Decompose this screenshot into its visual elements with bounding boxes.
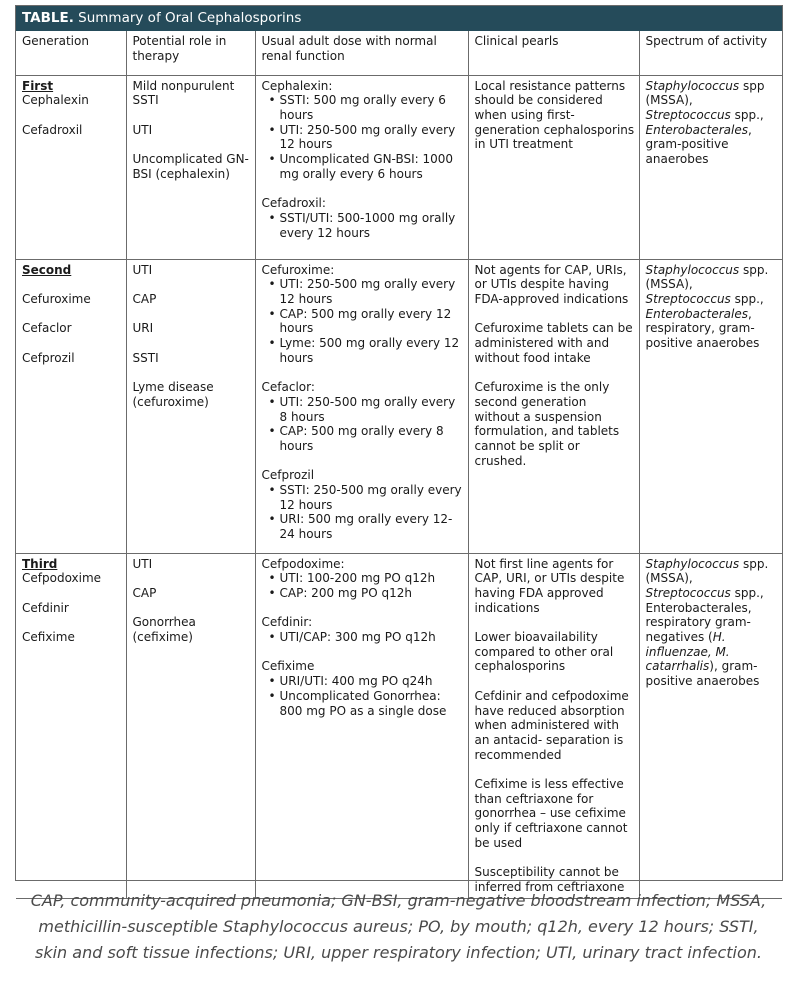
dose-cell [255, 75, 468, 259]
dose-item: • UTI: 250-500 mg orally every 8 hours [280, 395, 464, 424]
dose-item: • SSTI/UTI: 500-1000 mg orally every 12 hours [280, 211, 464, 240]
dose-list [262, 674, 464, 718]
dose-item: • UTI: 250-500 mg orally every 12 hours [280, 123, 464, 152]
generation-cell [16, 553, 126, 898]
dose-item: • UTI/CAP: 300 mg PO q12h [280, 630, 464, 645]
drug-name: Cefixime [22, 629, 75, 644]
dose-drug-heading: Cefadroxil: [261, 196, 326, 211]
dose-list [262, 630, 464, 645]
column-header: Generation [16, 31, 126, 75]
table-row [16, 75, 782, 259]
clinical-pearl: Susceptibility cannot be inferred from ceftriaxone [474, 865, 625, 894]
drug-name: Cefaclor [22, 321, 72, 336]
dose-item: • UTI: 250-500 mg orally every 12 hours [280, 277, 464, 306]
dose-drug-heading: Cefixime [261, 659, 315, 674]
dose-drug-heading: Cefdinir: [261, 615, 313, 630]
dose-item: • Lyme: 500 mg orally every 12 hours [280, 336, 464, 365]
dose-item: • CAP: 200 mg PO q12h [280, 586, 464, 601]
column-header: Clinical pearls [468, 31, 639, 75]
spectrum-text: Staphylococcus spp (MSSA), Streptococcus spp., Enterobacterales, gram-positive anaerobes [645, 78, 765, 167]
dose-drug-heading: Cefprozil [261, 468, 315, 483]
generation-name: First [22, 78, 54, 93]
cephalosporin-table [15, 5, 783, 894]
dose-drug-heading: Cefaclor: [261, 380, 315, 395]
caption-line: methicillin-susceptible Staphylococcus aureus; PO, by mouth; q12h, every 12 hours; SSTI, [38, 917, 759, 936]
role-item: CAP [132, 585, 157, 600]
role-cell [126, 259, 255, 553]
table-title-prefix: TABLE. [22, 10, 74, 26]
clinical-pearl: Cefixime is less effective than ceftriaxone for gonorrhea – use cefixime only if ceftriaxone cannot be used [474, 777, 628, 850]
generation-cell [16, 75, 126, 259]
clinical-pearl: Cefuroxime tablets can be administered with and without food intake [474, 321, 633, 365]
clinical-pearl: Lower bioavailability compared to other oral cephalosporins [474, 630, 614, 674]
role-item: CAP [132, 291, 157, 306]
drug-name: Cefprozil [22, 350, 75, 365]
clinical-pearl: Cefdinir and cefpodoxime have reduced absorption when administered with an antacid- separation is recommended [474, 688, 629, 762]
clinical-pearl: Local resistance patterns should be considered when using first-generation cephalosporins in UTI treatment [474, 78, 635, 152]
generation-name: Second [22, 262, 72, 277]
dose-list [262, 93, 464, 181]
drug-name: Cefdinir [22, 600, 69, 615]
clinical-pearl: Not first line agents for CAP, URI, or UTIs despite having FDA approved indications [474, 556, 625, 615]
clinical-pearl: Cefuroxime is the only second generation without a suspension formulation, and tablets cannot be split or crushed. [474, 380, 620, 468]
role-item: Uncomplicated GN-BSI (cephalexin) [132, 151, 249, 181]
role-item: Lyme disease (cefuroxime) [132, 380, 214, 409]
dose-item: • Uncomplicated Gonorrhea: 800 mg PO as a single dose [280, 689, 464, 718]
dose-list [262, 277, 464, 365]
role-cell [126, 553, 255, 898]
pearls-cell [468, 259, 639, 553]
column-header: Potential role in therapy [126, 31, 255, 75]
drug-name: Cefuroxime [22, 291, 91, 306]
role-item: UTI [132, 122, 153, 137]
dose-list [262, 571, 464, 600]
role-item: SSTI [132, 350, 159, 365]
spectrum-text: Staphylococcus spp. (MSSA), Streptococcus spp., Enterobacterales, respiratory gram-negatives (H. influenzae, M. catarrhalis), gram-positive anaerobes [645, 556, 769, 689]
role-item: UTI [132, 556, 153, 571]
dose-item: • Uncomplicated GN-BSI: 1000 mg orally every 6 hours [280, 152, 464, 181]
dose-item: • UTI: 100-200 mg PO q12h [280, 571, 464, 586]
dose-cell [255, 553, 468, 898]
dose-drug-heading: Cephalexin: [261, 78, 333, 93]
dose-cell [255, 259, 468, 553]
column-header: Spectrum of activity [639, 31, 782, 75]
dose-item: • SSTI: 500 mg orally every 6 hours [280, 93, 464, 122]
table-title-text: Summary of Oral Cephalosporins [73, 10, 302, 26]
drug-name: Cephalexin [22, 93, 89, 108]
drug-name: Cefpodoxime [22, 571, 102, 586]
role-item: URI [132, 321, 154, 336]
dose-drug-heading: Cefpodoxime: [261, 556, 345, 571]
dose-item: • URI/UTI: 400 mg PO q24h [280, 674, 464, 689]
dose-item: • CAP: 500 mg orally every 12 hours [280, 307, 464, 336]
clinical-pearl: Not agents for CAP, URIs, or UTIs despite having FDA-approved indications [474, 262, 629, 306]
table-row [16, 553, 782, 898]
pearls-cell [468, 75, 639, 259]
role-item: Mild nonpurulent SSTI [132, 78, 235, 108]
spectrum-cell [639, 75, 782, 259]
dose-item: • CAP: 500 mg orally every 8 hours [280, 424, 464, 453]
caption-line: skin and soft tissue infections; URI, upper respiratory infection; UTI, urinary tract infection. [35, 943, 762, 962]
spectrum-cell [639, 259, 782, 553]
table-title [16, 6, 782, 31]
dose-drug-heading: Cefuroxime: [261, 262, 335, 277]
generation-cell [16, 259, 126, 553]
caption-line: CAP, community-acquired pneumonia; GN-BSI, gram-negative bloodstream infection; MSSA, [30, 891, 767, 910]
pearls-cell [468, 553, 639, 898]
dose-list [262, 211, 464, 240]
dose-list [262, 395, 464, 454]
table-caption [0, 888, 797, 966]
role-item: UTI [132, 262, 153, 277]
dose-item: • URI: 500 mg orally every 12-24 hours [280, 512, 464, 541]
table-row [16, 259, 782, 553]
drug-name: Cefadroxil [22, 122, 83, 137]
generation-name: Third [22, 556, 58, 571]
dose-list [262, 483, 464, 542]
role-cell [126, 75, 255, 259]
header-row [16, 31, 782, 75]
dose-item: • SSTI: 250-500 mg orally every 12 hours [280, 483, 464, 512]
spectrum-cell [639, 553, 782, 898]
role-item: Gonorrhea (cefixime) [132, 615, 196, 644]
column-header: Usual adult dose with normal renal function [255, 31, 468, 75]
table-grid [16, 31, 782, 899]
spectrum-text: Staphylococcus spp. (MSSA), Streptococcus spp., Enterobacterales, respiratory, gram-positive anaerobes [645, 262, 769, 351]
